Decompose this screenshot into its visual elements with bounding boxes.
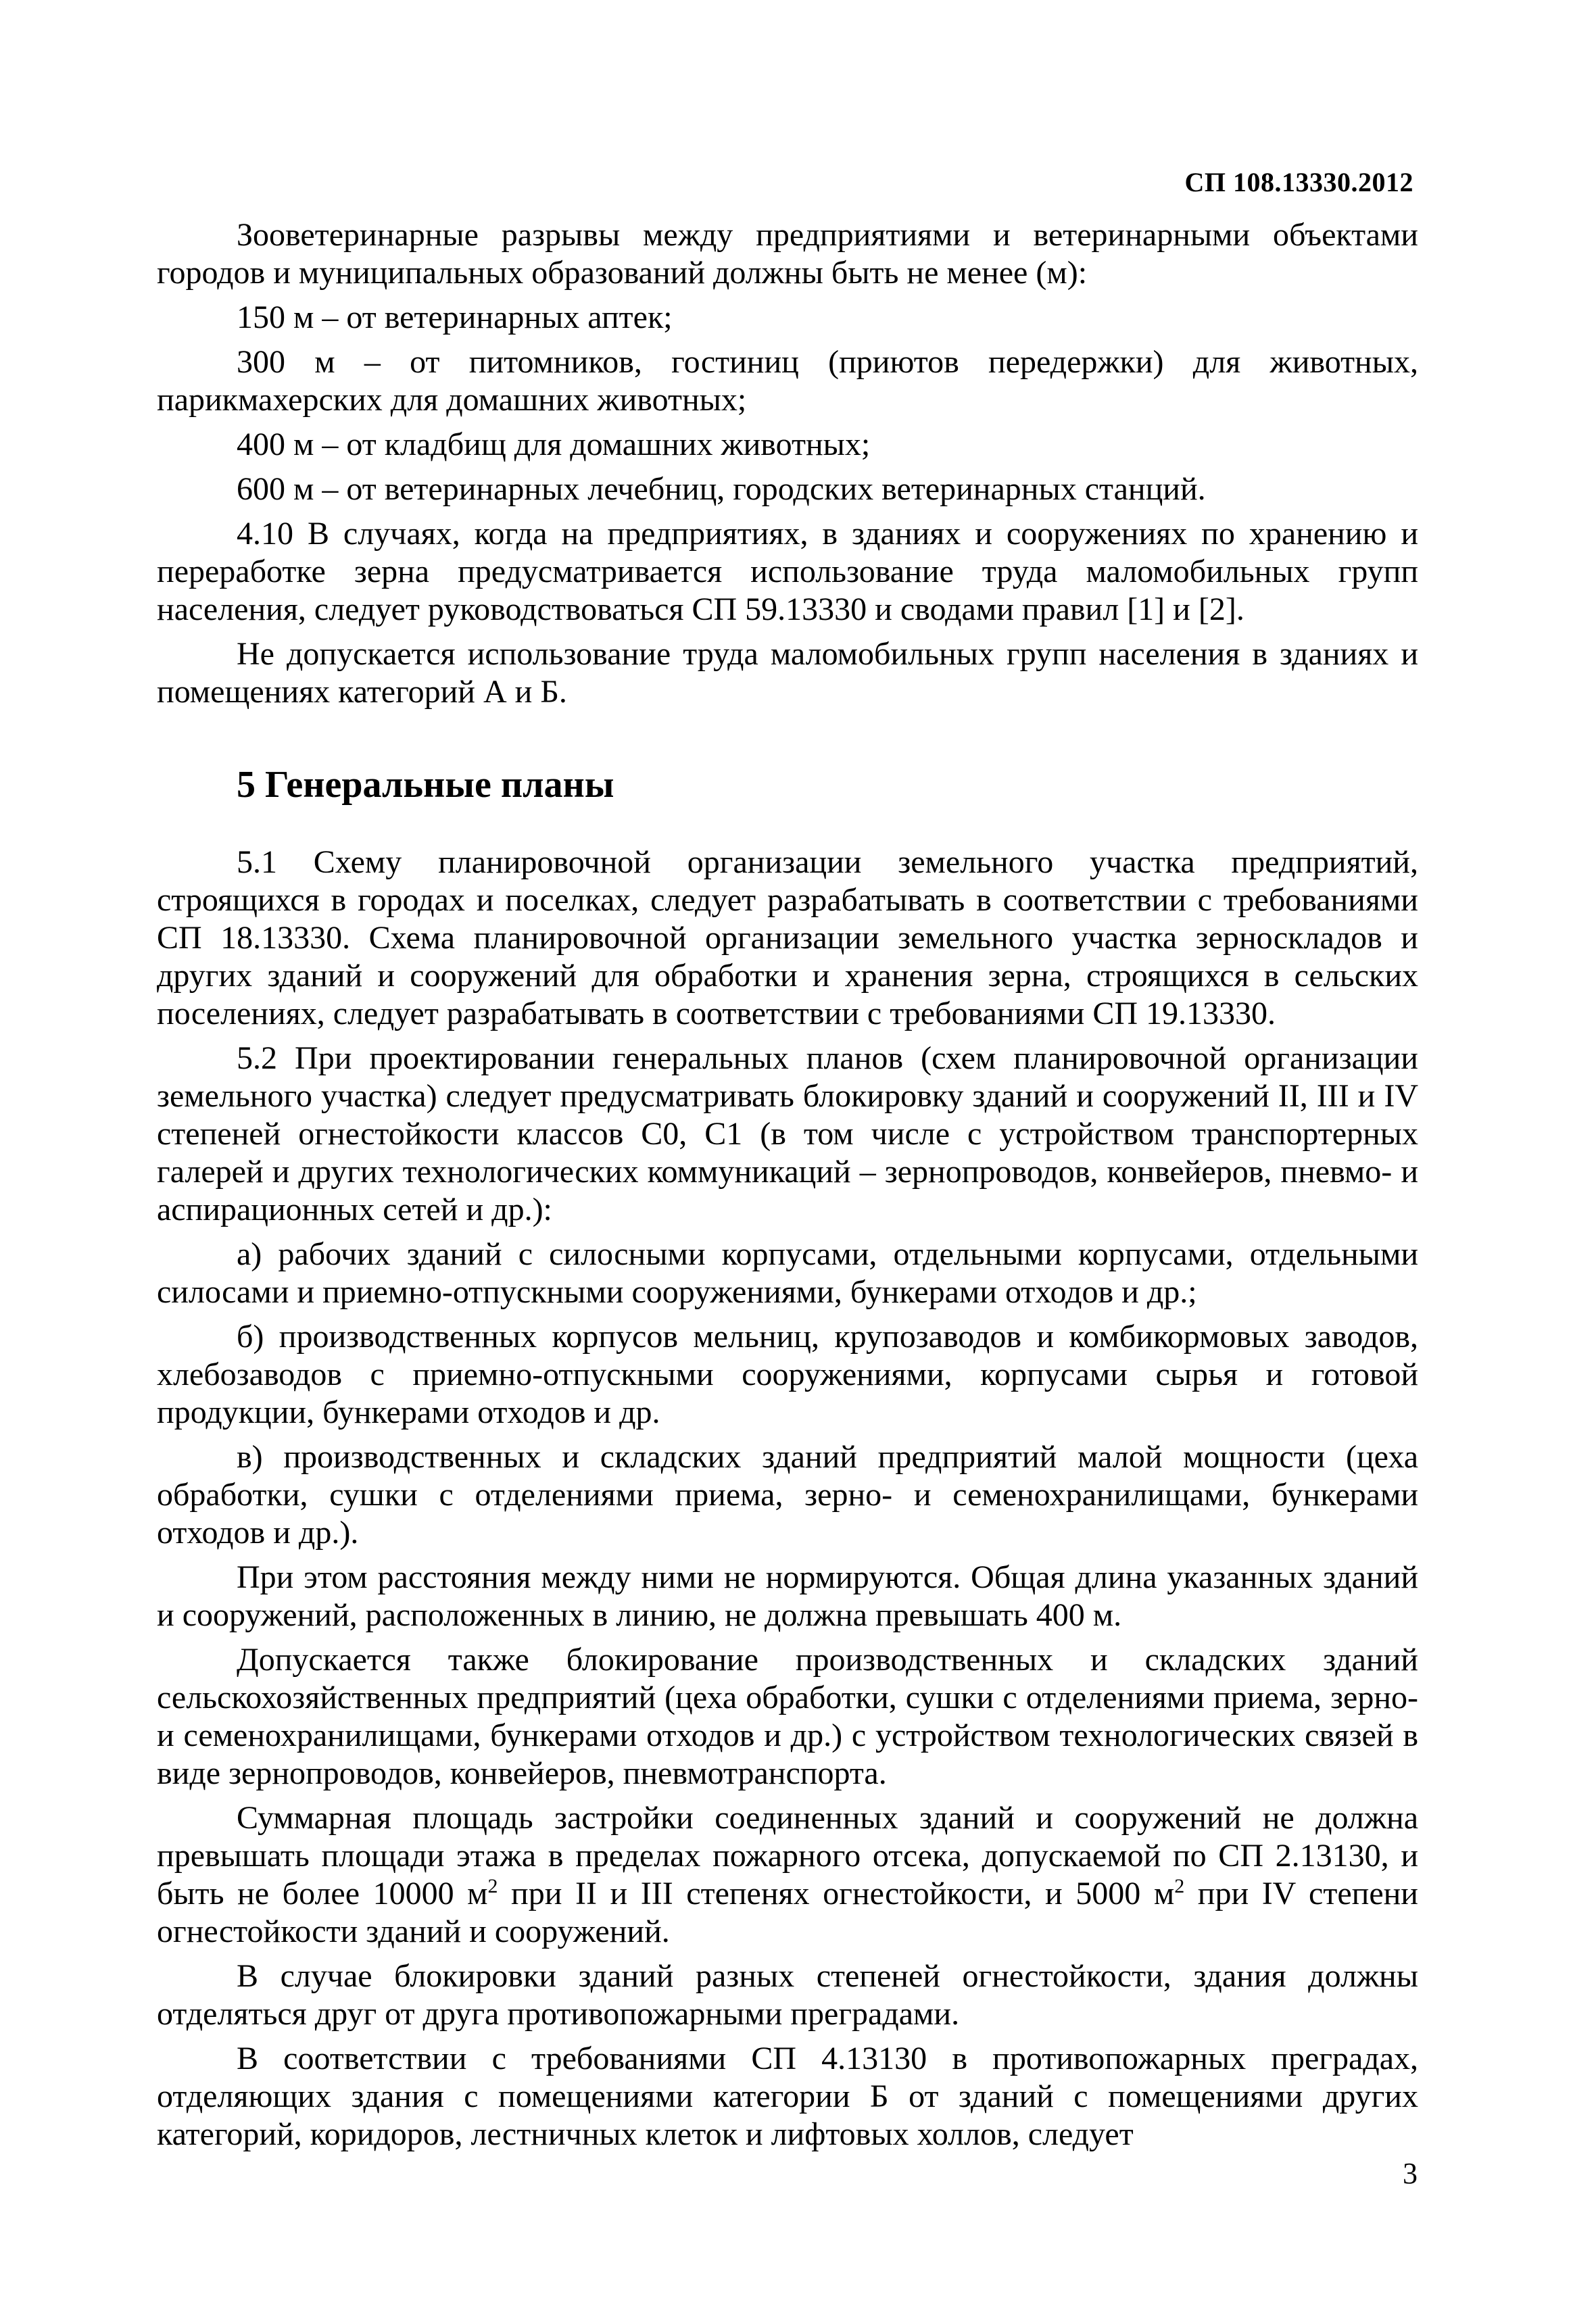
text-run: Суммарная площадь застройки соединенных зданий и сооружений не должна превышать площади этажа в пределах пожарного отсека, допускаемой по СП 2.13130, и быть не более 10000 м	[157, 1800, 1418, 1911]
superscript: 2	[487, 1875, 498, 1897]
paragraph: Не допускается использование труда маломобильных групп населения в зданиях и помещениях категорий А и Б.	[157, 636, 1418, 710]
paragraph: 4.10 В случаях, когда на предприятиях, в зданиях и сооружениях по хранению и переработке зерна предусматривается использование труда маломобильных групп населения, следует руководствоваться СП 59.13330 и сводами правил [1] и [2].	[157, 516, 1418, 627]
list-item: в) производственных и складских зданий предприятий малой мощности (цеха обработки, сушки с отделениями приема, зерно- и семенохранилищами, бункерами отходов и др.).	[157, 1439, 1418, 1551]
list-item: б) производственных корпусов мельниц, крупозаводов и комбикормовых заводов, хлебозаводов с приемно-отпускными сооружениями, корпусами сырья и готовой продукции, бункерами отходов и др.	[157, 1319, 1418, 1430]
section-heading: 5 Генеральные планы	[237, 764, 614, 806]
paragraph: В случае блокировки зданий разных степеней огнестойкости, здания должны отделяться друг от друга противопожарными преградами.	[157, 1958, 1418, 2032]
superscript: 2	[1174, 1875, 1185, 1897]
list-item: 300 м – от питомников, гостиниц (приютов передержки) для животных, парикмахерских для домашних животных;	[157, 344, 1418, 418]
list-item: 600 м – от ветеринарных лечебниц, городских ветеринарных станций.	[237, 471, 1206, 507]
text-run: при II и III степенях огнестойкости, и 5000 м	[498, 1876, 1175, 1911]
text-run: при IV степени огнестойкости зданий и сооружений.	[157, 1876, 1418, 1949]
paragraph: 5.1 Схему планировочной организации земельного участка предприятий, строящихся в городах и поселках, следует разрабатывать в соответствии с требованиями СП 18.13330. Схема планировочной организации земельного участка зерноскладов и других зданий и сооружений для обработки и хранения зерна, строящихся в сельских поселениях, следует разрабатывать в соответствии с требованиями СП 19.13330.	[157, 844, 1418, 1031]
paragraph: При этом расстояния между ними не нормируются. Общая длина указанных зданий и сооружений, расположенных в линию, не должна превышать 400 м.	[157, 1559, 1418, 1633]
paragraph: 5.2 При проектировании генеральных планов (схем планировочной организации земельного участка) следует предусматривать блокировку зданий и сооружений II, III и IV степеней огнестойкости классов С0, С1 (в том числе с устройством транспортерных галерей и других технологических коммуникаций – зернопроводов, конвейеров, пневмо- и аспирационных сетей и др.):	[157, 1040, 1418, 1227]
paragraph-area-limit	[157, 1799, 1418, 1951]
page-number: 3	[1403, 2157, 1418, 2190]
paragraph: Допускается также блокирование производственных и складских зданий сельскохозяйственных предприятий (цеха обработки, сушки с отделениями приема, зерно- и семенохранилищами, бункерами отходов и др.) с устройством технологических связей в виде зернопроводов, конвейеров, пневмотранспорта.	[157, 1642, 1418, 1791]
list-item: 400 м – от кладбищ для домашних животных;	[237, 427, 871, 462]
list-item: а) рабочих зданий с силосными корпусами, отдельными корпусами, отдельными силосами и приемно-отпускными сооружениями, бункерами отходов и др.;	[157, 1236, 1418, 1310]
paragraph: Зооветеринарные разрывы между предприятиями и ветеринарными объектами городов и муниципальных образований должны быть не менее (м):	[157, 217, 1418, 291]
body-text	[157, 216, 1418, 2153]
document-code: СП 108.13330.2012	[1184, 167, 1413, 197]
paragraph: В соответствии с требованиями СП 4.13130 в противопожарных преградах, отделяющих здания с помещениями категории Б от зданий с помещениями других категорий, коридоров, лестничных клеток и лифтовых холлов, следует	[157, 2041, 1418, 2152]
list-item: 150 м – от ветеринарных аптек;	[237, 299, 673, 335]
